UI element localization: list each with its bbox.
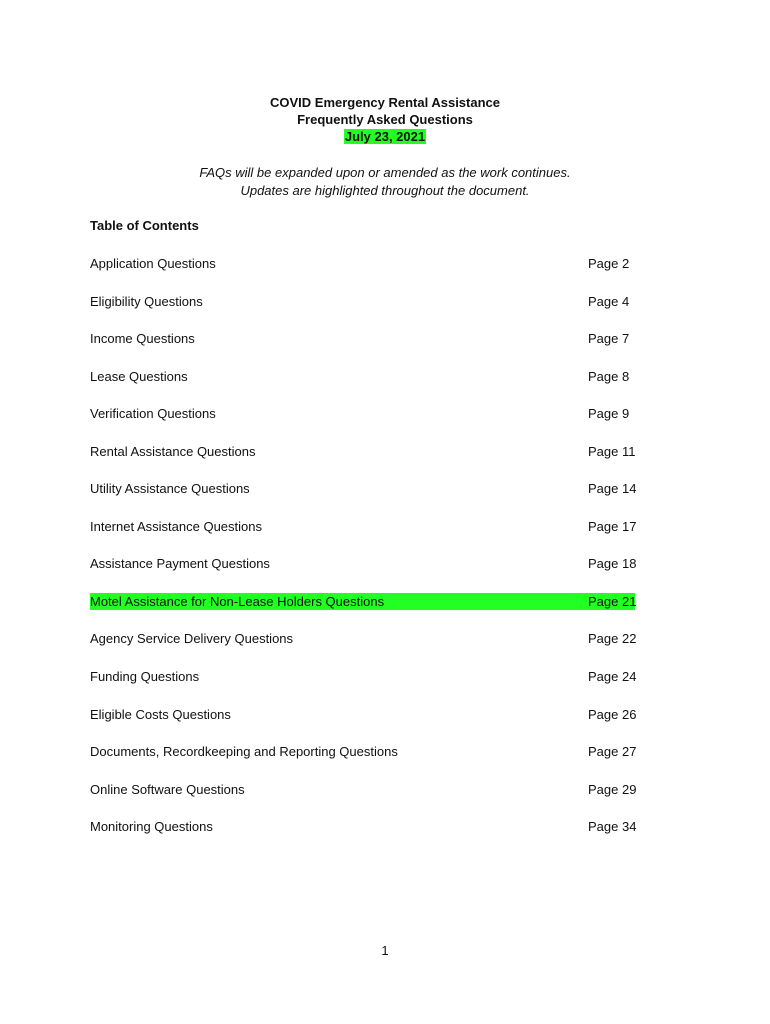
document-title: COVID Emergency Rental Assistance: [270, 95, 500, 110]
toc-entry-page: Page 29: [588, 781, 637, 797]
toc-entry-page: Page 4: [588, 293, 630, 309]
update-note: [0, 164, 770, 200]
update-note-line-1: FAQs will be expanded upon or amended as the work continues.: [199, 165, 571, 180]
toc-entry[interactable]: [90, 630, 635, 647]
toc-entry-page: Page 34: [588, 819, 637, 835]
toc-entry-label: Motel Assistance for Non-Lease Holders Questions: [90, 593, 385, 609]
toc-entry-page: Page 8: [588, 368, 630, 384]
toc-entry[interactable]: [90, 781, 635, 798]
toc-entry[interactable]: [90, 555, 635, 572]
toc-entry[interactable]: [90, 593, 635, 610]
toc-entry-page: Page 14: [588, 481, 637, 497]
toc-entry[interactable]: [90, 405, 635, 422]
toc-entry-label: Application Questions: [90, 256, 216, 271]
toc-entry[interactable]: [90, 368, 635, 385]
table-of-contents: [90, 255, 635, 856]
toc-entry[interactable]: [90, 330, 635, 347]
toc-entry[interactable]: [90, 668, 635, 685]
toc-entry-label: Lease Questions: [90, 368, 188, 384]
toc-entry-label: Eligible Costs Questions: [90, 706, 231, 722]
toc-entry-label: Assistance Payment Questions: [90, 556, 270, 572]
toc-entry-page: Page 9: [588, 406, 630, 422]
toc-entry-label: Documents, Recordkeeping and Reporting Questions: [90, 744, 398, 760]
toc-heading: Table of Contents: [90, 218, 199, 233]
toc-entry-page: Page 21: [588, 593, 637, 609]
toc-entry-page: Page 18: [588, 556, 637, 572]
document-header: [0, 94, 770, 145]
toc-entry[interactable]: [90, 480, 635, 497]
toc-entry-page: Page 7: [588, 331, 630, 347]
toc-entry-label: Income Questions: [90, 331, 195, 347]
toc-entry-page: Page 2: [588, 256, 630, 271]
toc-entry[interactable]: [90, 743, 635, 760]
toc-entry[interactable]: [90, 706, 635, 723]
toc-entry-page: Page 17: [588, 518, 637, 534]
document-date-line: [0, 128, 770, 145]
toc-entry-label: Agency Service Delivery Questions: [90, 631, 294, 647]
toc-entry[interactable]: [90, 818, 635, 835]
toc-entry[interactable]: [90, 518, 635, 535]
toc-entry[interactable]: [90, 293, 635, 310]
toc-entry-label: Rental Assistance Questions: [90, 443, 256, 459]
toc-entry-label: Internet Assistance Questions: [90, 518, 262, 534]
toc-entry-label: Verification Questions: [90, 406, 216, 422]
toc-entry-page: Page 11: [588, 443, 636, 459]
toc-entry-label: Utility Assistance Questions: [90, 481, 250, 497]
document-subtitle: Frequently Asked Questions: [297, 112, 473, 127]
toc-entry-label: Eligibility Questions: [90, 293, 203, 309]
toc-entry[interactable]: [90, 255, 635, 272]
update-note-line-2: Updates are highlighted throughout the document.: [240, 183, 530, 198]
toc-entry-label: Funding Questions: [90, 669, 200, 685]
page-number: 1: [381, 943, 389, 958]
document-date: July 23, 2021: [344, 129, 426, 144]
toc-entry-page: Page 22: [588, 631, 637, 647]
toc-entry-page: Page 26: [588, 706, 637, 722]
toc-entry-label: Monitoring Questions: [90, 819, 213, 835]
toc-entry[interactable]: [90, 443, 635, 460]
toc-entry-label: Online Software Questions: [90, 781, 245, 797]
toc-entry-page: Page 27: [588, 744, 637, 760]
toc-entry-page: Page 24: [588, 669, 637, 685]
